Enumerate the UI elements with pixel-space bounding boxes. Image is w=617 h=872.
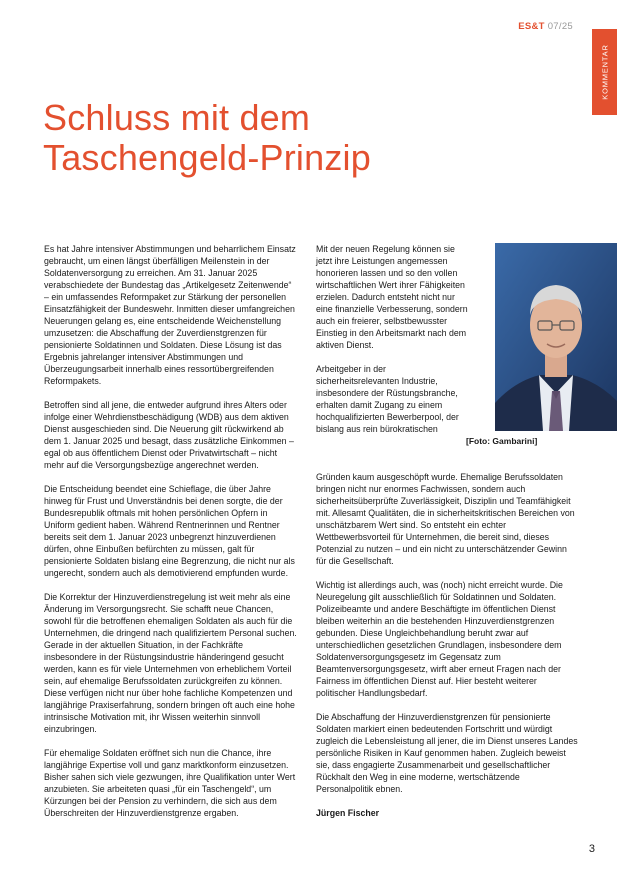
paragraph: Gründen kaum ausgeschöpft wurde. Ehemalige Berufssoldaten bringen nicht nur enormes Fachwissen, sondern auch sicherheitsüberprüfte Zuverlässigkeit, Disziplin und Teamfähigkeit mit. Allesamt Qualitäten, die in sicherheitskritischen Bereichen von unschätzbarem Wert sind. So entsteht ein echter Wettbewerbsvorteil für Unternehmen, die bereit sind, dieses Potenzial zu nutzen – und ein nicht zu unterschätzender Gewinn für die Gesellschaft.: [316, 472, 575, 566]
page-number: 3: [588, 843, 595, 855]
paragraph: Für ehemalige Soldaten eröffnet sich nun die Chance, ihre langjährige Expertise voll und ganz marktkonform einzusetzen. Bisher sahen sich viele gezwungen, ihre Qualifikation unter Wert anzubieten. Sie arbeiteten quasi „für ein Taschengeld“, um Kürzungen bei der Pension zu verhindern, die sich aus dem Überschreiten der Hinzuverdienstgrenze ergaben.: [44, 748, 296, 818]
paragraph: Es hat Jahre intensiver Abstimmungen und beharrlichem Einsatz gebraucht, um einen längst überfälligen Meilenstein in der Soldatenversorgung zu erreichen. Am 31. Januar 2025 verabschiedete der Bundestag das „Artikelgesetz Zeitenwende“ – ein umfassendes Reformpaket zur Stärkung der personellen Einsatzfähigkeit der Bundeswehr. Inmitten dieser umfangreichen Neuerungen gelang es, eine entscheidende Weichenstellung umzusetzen: die Abschaffung der Zuverdienstgrenzen für pensionierte Soldatinnen und Soldaten. Diese Lösung ist das Ergebnis jahrelanger intensiver Abstimmungen und Überzeugungsarbeit innerhalb eines ressortübergreifenden Reformpakets.: [44, 244, 296, 386]
article-column-right-lower: [316, 471, 578, 831]
paragraph: Wichtig ist allerdings auch, was (noch) nicht erreicht wurde. Die Neuregelung gilt ausschließlich für Soldatinnen und Soldaten. Polizeibeamte und andere Beschäftigte im öffentlichen Dienst bleiben weiterhin an die bestehenden Hinzuverdienstgrenzen gebunden. Diese Ungleichbehandlung beruht zwar auf unterschiedlichen gesetzlichen Grundlagen, insbesondere dem Soldatenversorgungsgesetz im Gegensatz zum Beamtenversorgungsgesetz, wirft aber erneut Fragen nach der Fairness im öffentlichen Dienst auf. Hier besteht weiterer politischer Handlungsbedarf.: [316, 580, 563, 698]
paragraph: Arbeitgeber in der sicherheitsrelevanten Industrie, insbesondere der Rüstungsbranche, erhalten damit Zugang zu einem hochqualifizierten Bewerberpool, der bislang aus rein bürokratischen: [316, 364, 459, 434]
author-name: Jürgen Fischer: [316, 808, 380, 818]
section-tab: [592, 29, 617, 115]
author-photo: [495, 243, 617, 431]
magazine-header: [518, 21, 573, 32]
magazine-name: ES&T: [518, 21, 545, 32]
article-title-line-2: Taschengeld-Prinzip: [43, 137, 371, 178]
issue-number: 07/25: [547, 21, 573, 32]
article-title: [43, 98, 513, 178]
photo-caption: [Foto: Gambarini]: [466, 436, 538, 446]
section-tab-label: KOMMENTAR: [600, 44, 609, 100]
paragraph: Die Abschaffung der Hinzuverdienstgrenzen für pensionierte Soldaten markiert einen bedeutenden Fortschritt und würdigt zugleich die Lebensleistung all jener, die im Dienst unseres Landes persönliche Risiken in Kauf genommen haben. Zugleich beweist sie, dass engagierte Zusammenarbeit und gesellschaftlicher Rückhalt den Weg in eine moderne, wertschätzende Personalpolitik ebnen.: [316, 712, 578, 794]
paragraph: Betroffen sind all jene, die entweder aufgrund ihres Alters oder infolge einer Wehrdienstbeschädigung (WDB) aus dem aktiven Dienst ausgeschieden sind. Die Neuerung gilt rückwirkend ab dem 1. Januar 2025 und besagt, dass zusätzliche Einkommen – egal ob aus öffentlichem Dienst oder Privatwirtschaft – nicht mehr auf die Versorgungsbezüge angerechnet werden.: [44, 400, 294, 470]
paragraph: Die Entscheidung beendet eine Schieflage, die über Jahre hinweg für Frust und Unverständnis bei denen sorgte, die der Bundesrepublik oftmals mit hohen persönlichen Opfern in Uniform gedient haben. Während Rentnerinnen und Rentner bereits seit dem 1. Januar 2023 unbegrenzt hinzuverdienen dürfen, ohne Einbußen befürchten zu müssen, galt für pensionierte Soldaten bislang eine Begrenzung, die nicht nur als ungerecht, sondern auch als demotivierend empfunden wurde.: [44, 484, 295, 578]
article-title-line-1: Schluss mit dem: [43, 97, 311, 138]
paragraph: Die Korrektur der Hinzuverdienstregelung ist weit mehr als eine Änderung im Versorgungsrecht. Sie schafft neue Chancen, sowohl für die betroffenen ehemaligen Soldaten als auch für die Unternehmen, die dringend nach qualifiziertem Personal suchen. Gerade in der aktuellen Situation, in der Fachkräfte insbesondere in der Rüstungsindustrie händeringend gesucht werden, kann es für viele Unternehmen von erheblichem Vorteil sein, auf ehemalige Berufssoldaten zurückgreifen zu können. Diese verfügen nicht nur über hohe fachliche Kompetenzen und langjährige Praxiserfahrung, sondern bringen oft auch eine hohe intrinsische Motivation mit, ihr Wissen weiterhin sinnvoll einzubringen.: [44, 592, 297, 734]
article-column-right-upper: [316, 243, 468, 447]
author-portrait-image: [495, 243, 617, 431]
paragraph: Mit der neuen Regelung können sie jetzt ihre Leistungen angemessen honorieren lassen und so den vollen wirtschaftlichen Wert ihrer Fähigkeiten erzielen. Dadurch entsteht nicht nur eine finanzielle Verbesserung, sondern auch ein freierer, selbstbewusster Einstieg in den Arbeitsmarkt nach dem aktiven Dienst.: [316, 244, 468, 350]
article-column-left: [44, 243, 297, 831]
